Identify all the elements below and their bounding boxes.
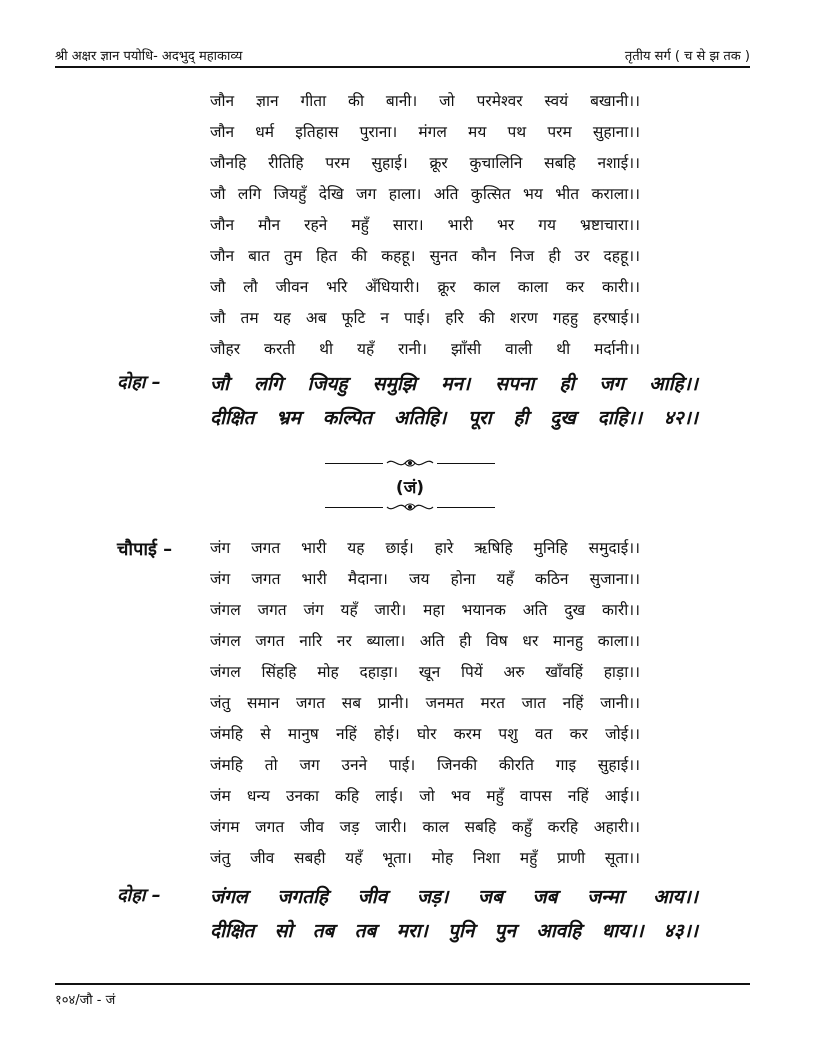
doha-line: जौ लगि जियहु समुझि मन। सपना ही जग आहि।।	[210, 373, 698, 395]
chaupai-label: चौपाई –	[117, 539, 173, 560]
verse-line: जंगल जगत जंग यहँ जारी। महा भयानक अति दुख कारी।।	[210, 601, 640, 619]
verse-line: जौन ज्ञान गीता की बानी। जो परमेश्वर स्वयं बखानी।।	[210, 92, 640, 110]
verse-line: जंग जगत भारी यह छाई। हारे ऋषिहि मुनिहि समुदाई।।	[210, 539, 640, 557]
footer-divider	[55, 983, 750, 985]
ornament-icon	[383, 499, 437, 515]
verse-line: जंतु जीव सबही यहँ भूता। मोह निशा महुँ प्राणी सूता।।	[210, 849, 640, 867]
verse-line: जौ लौ जीवन भरि अँधियारी। क्रूर काल काला कर कारी।।	[210, 278, 640, 296]
verse-line: जंमहि से मानुष नहिं होई। घोर करम पशु वत कर जोई।।	[210, 725, 640, 743]
page-header	[55, 42, 750, 68]
verse-line: जंगम जगत जीव जड़ जारी। काल सबहि कहुँ करहि अहारी।।	[210, 818, 640, 836]
verse-line: जौन धर्म इतिहास पुराना। मंगल मय पथ परम सुहाना।।	[210, 123, 640, 141]
doha-line: दीक्षित सो तब तब मरा। पुनि पुन आवहि धाय।। ४३।।	[210, 920, 698, 942]
verse-line: जौनहि रीतिहि परम सुहाई। क्रूर कुचालिनि सबहि नशाई।।	[210, 154, 640, 172]
doha-line: जंगल जगतहि जीव जड़। जब जब जन्मा आय।।	[210, 886, 698, 908]
verse-line: जौन बात तुम हित की कहहू। सुनत कौन निज ही उर दहहू।।	[210, 247, 640, 265]
verse-line: जौहर करती थी यहँ रानी। झाँसी वाली थी मर्दानी।।	[210, 340, 640, 358]
verse-line: जौन मौन रहने महुँ सारा। भारी भर गय भ्रष्टाचारा।।	[210, 216, 640, 234]
verse-line: जौ तम यह अब फूटि न पाई। हरि की शरण गहहु हरषाई।।	[210, 309, 640, 327]
section-title: (जं)	[395, 478, 425, 498]
doha-2	[210, 880, 698, 948]
verse-line: जंगल जगत नारि नर ब्याला। अति ही विष धर मानहु काला।।	[210, 632, 640, 650]
stanza-1	[210, 86, 640, 365]
book-title: श्री अक्षर ज्ञान पयोधि- अदभुद् महाकाव्य	[55, 49, 243, 64]
verse-line: जंतु समान जगत सब प्रानी। जनमत मरत जात नहिं जानी।।	[210, 694, 640, 712]
doha-label: दोहा –	[117, 885, 161, 906]
verse-line: जंगल सिंहहि मोह दहाड़ा। खून पियें अरु खाँवहिं हाड़ा।।	[210, 663, 640, 681]
page-number: १०४/जौ - जं	[55, 993, 116, 1008]
verse-line: जौ लगि जियहुँ देखि जग हाला। अति कुत्सित भय भीत कराला।।	[210, 185, 640, 203]
doha-label: दोहा –	[117, 372, 161, 393]
verse-line: जंग जगत भारी मैदाना। जय होना यहँ कठिन सुजाना।।	[210, 570, 640, 588]
ornament-icon	[383, 455, 437, 471]
verse-line: जंमहि तो जग उनने पाई। जिनकी कीरति गाइ सुहाई।।	[210, 756, 640, 774]
verse-line: जंम धन्य उनका कहि लाई। जो भव महुँ वापस नहिं आई।।	[210, 787, 640, 805]
chapter-title: तृतीय सर्ग ( च से झ तक )	[624, 49, 750, 64]
doha-1	[210, 367, 698, 435]
stanza-2	[210, 533, 640, 874]
section-separator	[325, 455, 495, 525]
doha-line: दीक्षित भ्रम कल्पित अतिहि। पूरा ही दुख दाहि।। ४२।।	[210, 407, 698, 429]
